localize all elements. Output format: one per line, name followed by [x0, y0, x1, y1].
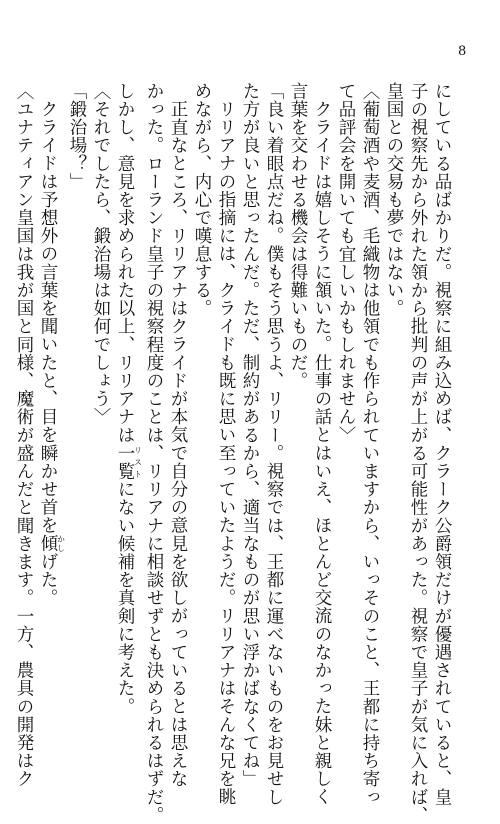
- text-line: 〈ユナティアン皇国は我が国と同様、魔術が盛んだと聞きます。一方、農具の開発はク: [14, 82, 34, 788]
- text-line: クライドは予想外の言葉を聞いたと、目を瞬かせ首を傾かしげた。: [38, 99, 66, 607]
- text-line: めながら、内心で嘆息する。: [192, 82, 212, 318]
- text-line: クライドは嬉しそうに頷いた。仕事の話とはいえ、ほとんど交流のなかった妹と親しく: [312, 99, 332, 806]
- text-line: 子の視察先から外れた領から批判の声が上がる可能性があった。視察で皇子が気に入れば、: [408, 82, 428, 824]
- text-line: しかし、意見を求められた以上、リリアナは一覧リストにない候補を真剣に考えた。: [115, 82, 143, 716]
- text-line: にしている品ばかりだ。視察に組み込めば、クラーク公爵領だけが優遇されていると、皇: [432, 82, 452, 806]
- text-line: 「良い着眼点だね。僕もそう思うよ、リリー。視察では、王都に運べないものをお見せし: [264, 82, 284, 806]
- text-line: 正直なところ、リリアナはクライドが本気で自分の意見を欲しがっているとは思えな: [168, 99, 188, 788]
- text-line: リリアナの指摘には、クライドも既に思い至っていたようだ。リリアナはそんな兄を眺: [216, 99, 236, 806]
- text-line: 〈それでしたら、鍛治場は如何でしょう〉: [91, 82, 111, 426]
- furigana-reading: リスト: [133, 444, 143, 481]
- furigana-ruby: 一覧リスト: [115, 444, 143, 481]
- text-line: かった。ローランド皇子の視察程度のことは、リリアナに相談せずとも決められるはずだ。: [144, 82, 164, 824]
- vertical-text-body: [12, 82, 454, 824]
- furigana-reading: かし: [56, 533, 66, 552]
- text-line: た方が良いと思ったんだ。ただ、制約があるから、適当なものが思い浮かばなくてね」: [240, 82, 260, 788]
- text-line: 「鍛治場？」: [67, 82, 87, 191]
- text-line: 言葉を交わせる機会は得難いものだ。: [288, 82, 308, 390]
- page-number: 8: [458, 44, 467, 59]
- text-line: 皇国との交易も夢ではない。: [384, 82, 404, 318]
- text-line: 〈葡萄酒や麦酒、毛織物は他領でも作られていますから、いっそのこと、王都に持ち寄っ: [360, 82, 380, 806]
- furigana-ruby: 傾かし: [38, 533, 66, 553]
- text-line: て品評会を開いても宜しいかもしれません〉: [336, 82, 356, 444]
